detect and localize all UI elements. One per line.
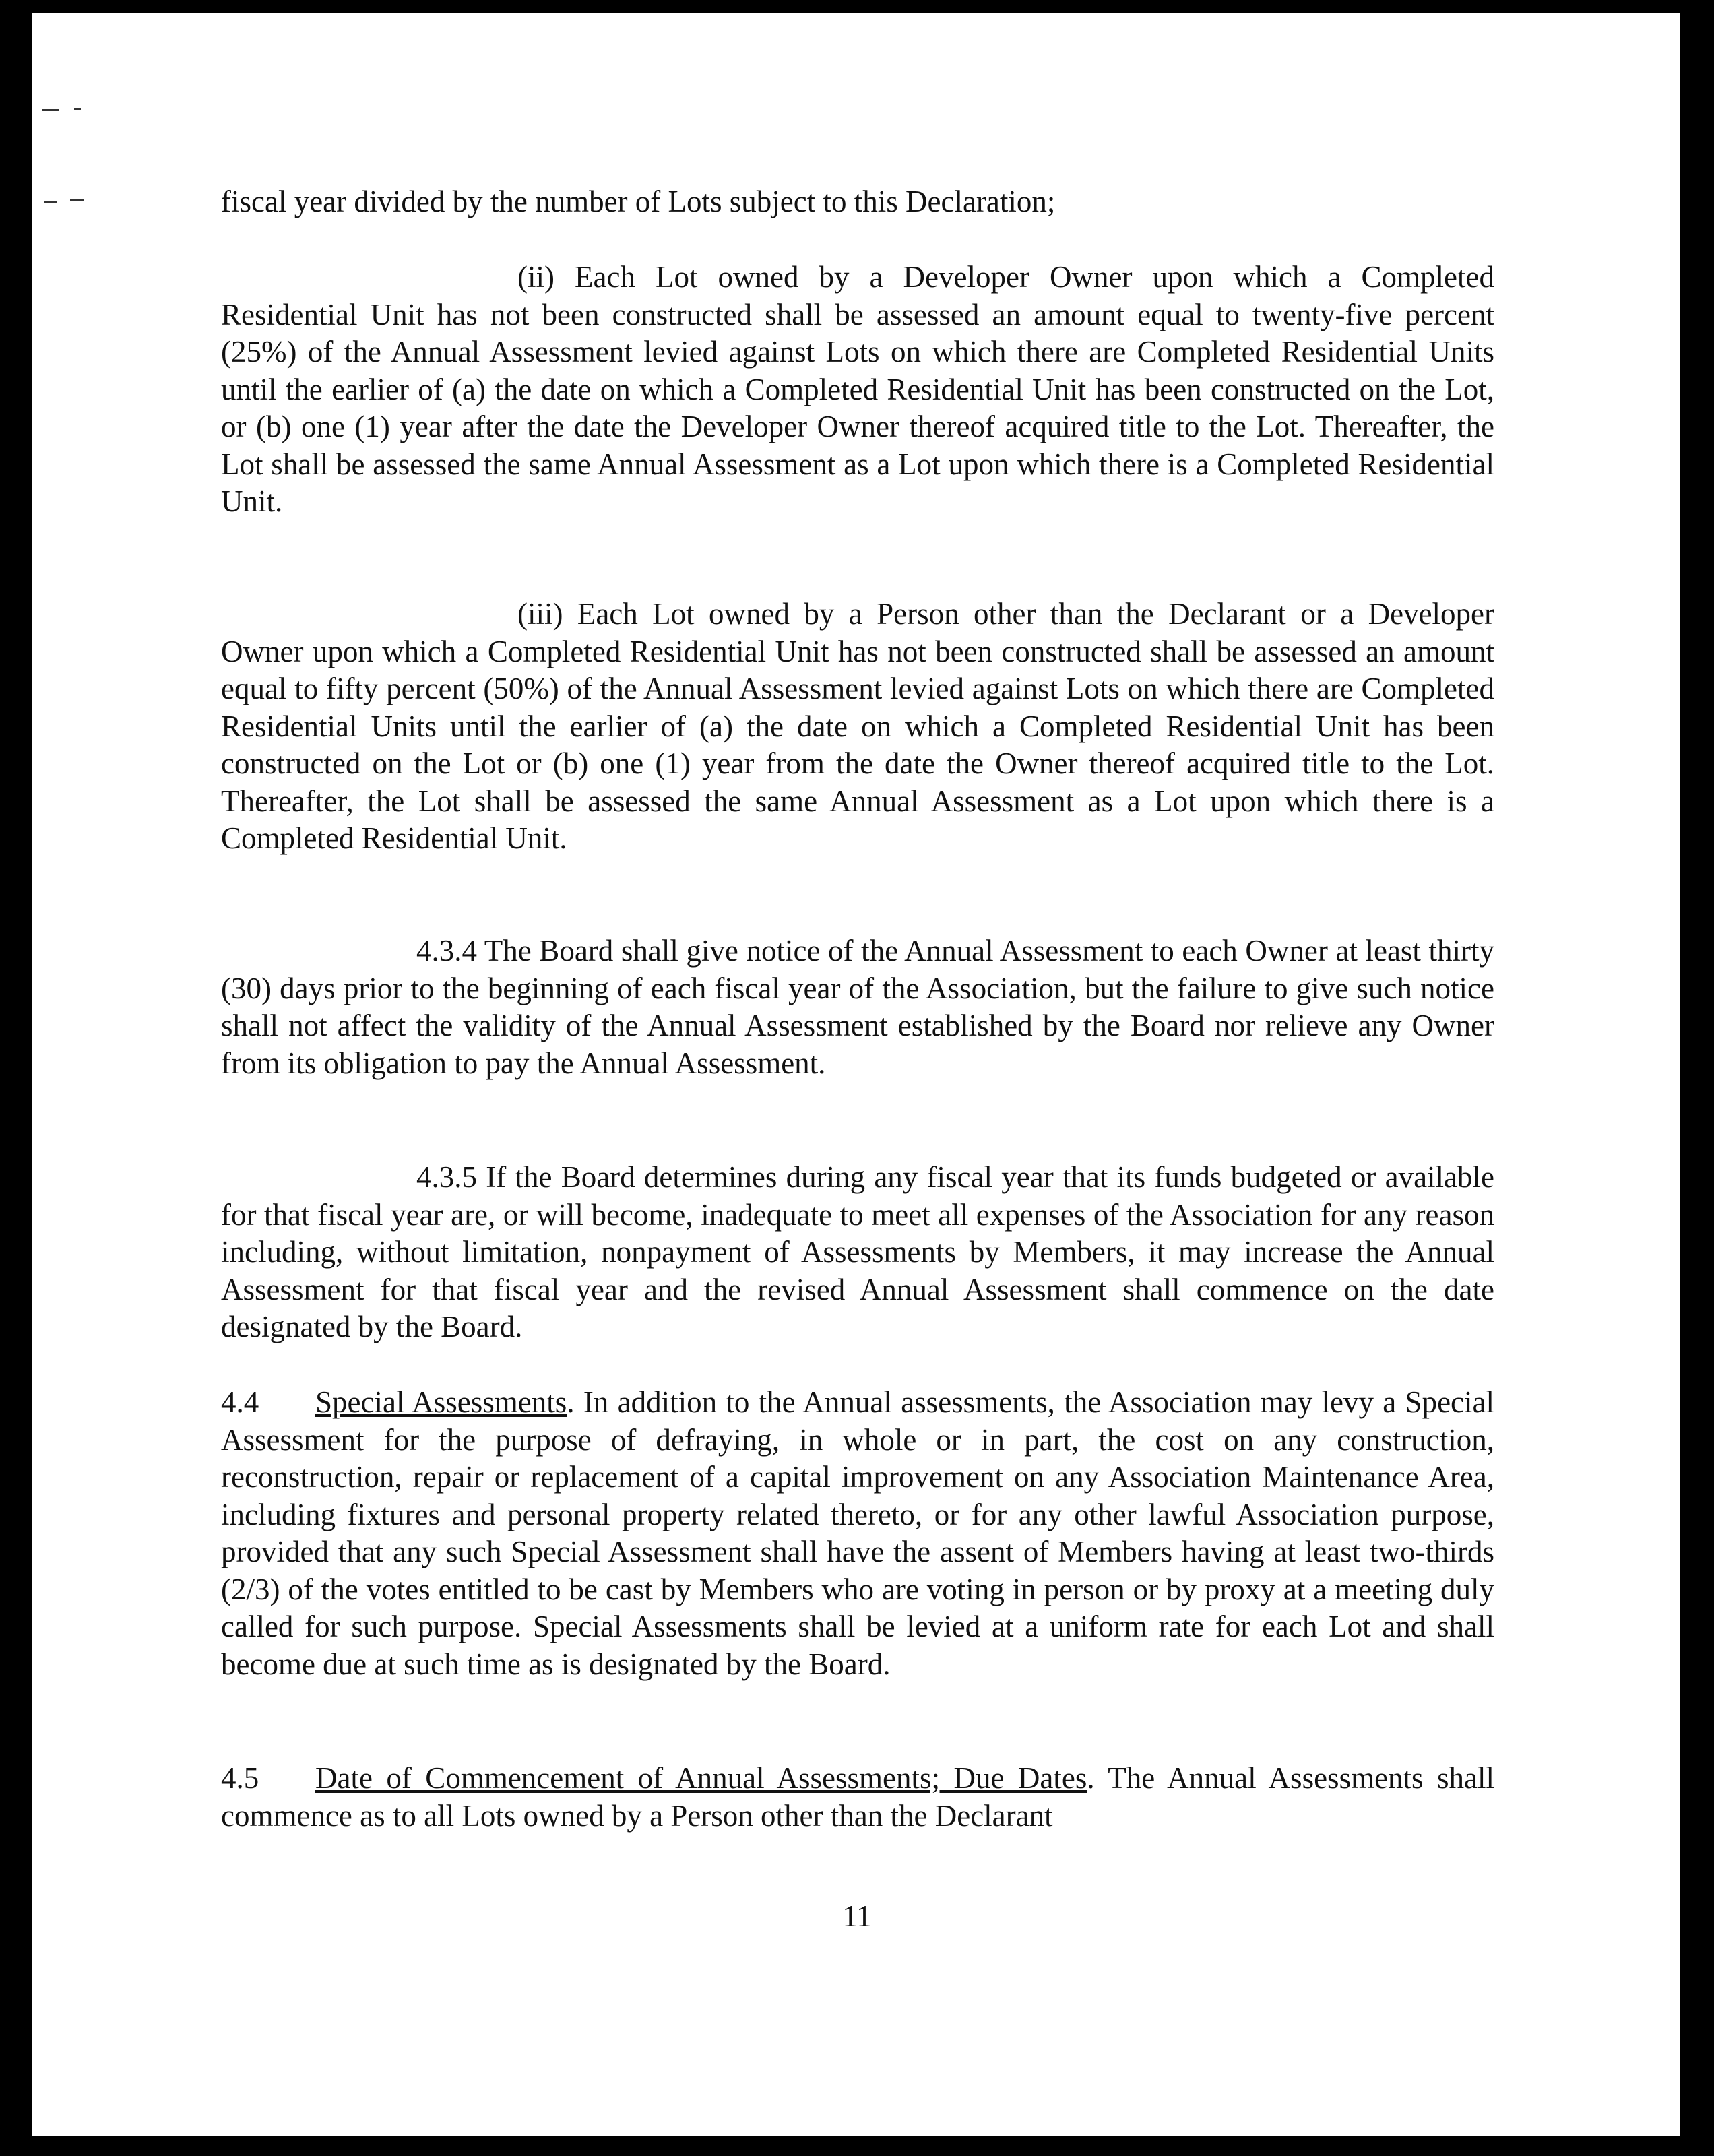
section-heading: Special Assessments: [315, 1385, 567, 1419]
scan-speck: [74, 108, 81, 110]
paragraph-4-3-5: 4.3.5 If the Board determines during any fiscal year that its funds budgeted or available for that fiscal year are, or will become, inadequate to meet all expenses of the Association for any reason including, without limitation, nonpayment of Assessments by Members, it may increase the Annual Assessment for that fiscal year and the revised Annual Assessment shall commence on the date designated by the Board.: [221, 1160, 1494, 1343]
page-number: 11: [842, 1899, 872, 1933]
section-4-4: [221, 1384, 1494, 1683]
section-number: 4.5: [221, 1761, 259, 1795]
document-body: [221, 1760, 1494, 1835]
section-4-5: [221, 1760, 1494, 1835]
document-body: [221, 932, 1494, 1082]
document-body: [221, 1384, 1494, 1683]
paragraph-4-3-4: 4.3.4 The Board shall give notice of the Annual Assessment to each Owner at least thirty (30) days prior to the beginning of each fiscal year of the Association, but the failure to give such notice shall not affect the validity of the Annual Assessment established by the Board nor relieve any Owner from its obligation to pay the Annual Assessment.: [221, 934, 1494, 1080]
section-body: . The Annual Assessments shall commence as to all Lots owned by a Person other than the Declarant: [221, 1761, 1494, 1833]
paragraph-iii: (iii) Each Lot owned by a Person other than the Declarant or a Developer Owner upon which a Completed Residential Unit has not been constructed shall be assessed an amount equal to fifty percent (50%) of the Annual Assessment levied against Lots on which there are Completed Residential Units until the earlier of (a) the date on which a Completed Residential Unit has been constructed on the Lot or (b) one (1) year from the date the Owner thereof acquired title to the Lot. Thereafter, the Lot shall be assessed the same Annual Assessment as a Lot upon which there is a Completed Residential Unit.: [221, 597, 1494, 855]
section-body: . In addition to the Annual assessments, the Association may levy a Special Assessment for the purpose of defraying, in whole or in part, the cost on any construction, reconstruction, repair or replacement of a capital improvement on any Association Maintenance Area, including fixtures and personal property related thereto, or for any other lawful Association purpose, provided that any such Special Assessment shall have the assent of Members having at least two-thirds (2/3) of the votes entitled to be cast by Members who are voting in person or by proxy at a meeting duly called for such purpose. Special Assessments shall be levied at a uniform rate for each Lot and shall become due at such time as is designated by the Board.: [221, 1385, 1495, 1681]
document-body: [221, 259, 1494, 521]
document-body: [221, 183, 1494, 221]
paragraph-ii: (ii) Each Lot owned by a Developer Owner upon which a Completed Residential Unit has not been constructed shall be assessed an amount equal to twenty-five percent (25%) of the Annual Assessment levied against Lots on which there are Completed Residential Units until the earlier of (a) the date on which a Completed Residential Unit has been constructed on the Lot, or (b) one (1) year after the date the Developer Owner thereof acquired title to the Lot. Thereafter, the Lot shall be assessed the same Annual Assessment as a Lot upon which there is a Completed Residential Unit.: [221, 260, 1494, 518]
section-number: 4.4: [221, 1385, 259, 1419]
scan-speck: [70, 199, 84, 201]
document-body: [221, 1159, 1494, 1346]
section-heading: Date of Commencement of Annual Assessments; Due Dates: [315, 1761, 1087, 1795]
scan-speck: [42, 109, 59, 111]
scan-speck: [44, 201, 57, 203]
document-body: [221, 596, 1494, 858]
paragraph-fiscal-year: fiscal year divided by the number of Lots subject to this Declaration;: [221, 185, 1056, 218]
